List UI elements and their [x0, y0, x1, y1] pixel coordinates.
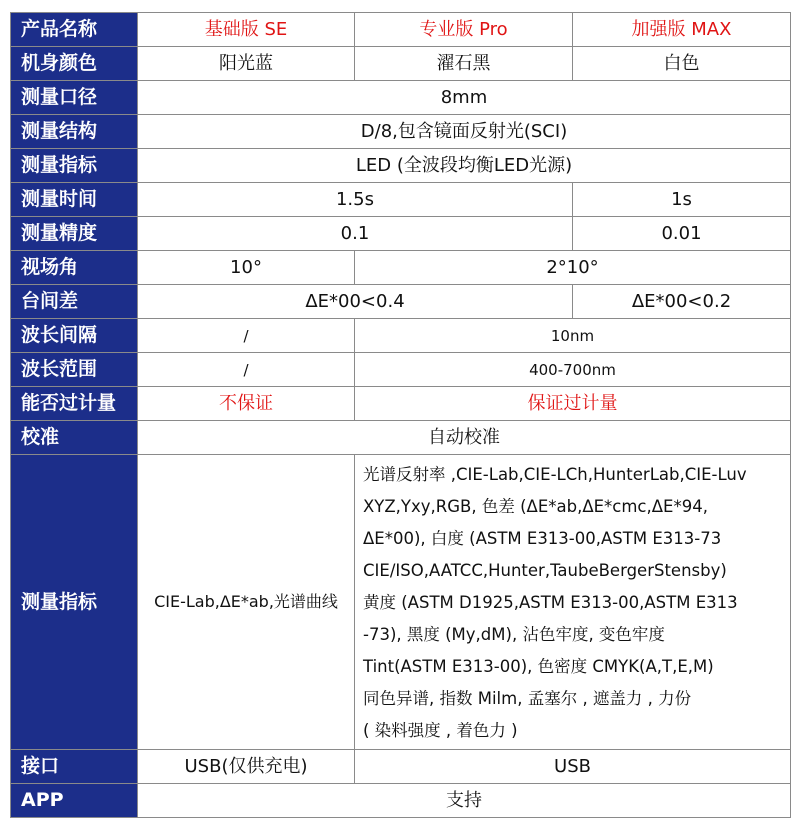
color-pro: 濯石黑 — [355, 47, 573, 81]
time-max: 1s — [573, 183, 791, 217]
table-row — [11, 455, 791, 750]
inter-instrument-max: ΔE*00<0.2 — [573, 285, 791, 319]
row-label-aperture: 测量口径 — [11, 81, 138, 115]
row-label-calibration: 校准 — [11, 421, 138, 455]
row-label-product-name: 产品名称 — [11, 13, 138, 47]
table-row — [11, 784, 791, 818]
table-row — [11, 115, 791, 149]
inter-instrument-se-pro: ΔE*00<0.4 — [138, 285, 573, 319]
table-row — [11, 149, 791, 183]
color-se: 阳光蓝 — [138, 47, 355, 81]
indices-line: -73), 黑度 (My,dM), 沾色牢度, 变色牢度 — [363, 625, 665, 644]
interface-pro-max: USB — [355, 750, 791, 784]
indices-line: ( 染料强度 , 着色力 ) — [363, 721, 518, 740]
row-label-wavelength-interval: 波长间隔 — [11, 319, 138, 353]
precision-max: 0.01 — [573, 217, 791, 251]
row-label-indices: 测量指标 — [11, 455, 138, 750]
metrology-pro-max: 保证过计量 — [355, 387, 791, 421]
row-label-time: 测量时间 — [11, 183, 138, 217]
row-label-light-source: 测量指标 — [11, 149, 138, 183]
row-label-inter-instrument: 台间差 — [11, 285, 138, 319]
wavelength-range-se: / — [138, 353, 355, 387]
header-se: 基础版 SE — [138, 13, 355, 47]
row-label-precision: 测量精度 — [11, 217, 138, 251]
indices-line: XYZ,Yxy,RGB, 色差 (ΔE*ab,ΔE*cmc,ΔE*94, — [363, 497, 708, 516]
row-label-app: APP — [11, 784, 138, 818]
time-se-pro: 1.5s — [138, 183, 573, 217]
indices-pro-max — [355, 455, 791, 750]
table-row — [11, 183, 791, 217]
color-max: 白色 — [573, 47, 791, 81]
table-row — [11, 387, 791, 421]
fov-pro-max: 2°10° — [355, 251, 791, 285]
indices-se: CIE-Lab,ΔE*ab,光谱曲线 — [138, 455, 355, 750]
header-max: 加强版 MAX — [573, 13, 791, 47]
app-value: 支持 — [138, 784, 791, 818]
table-header-row — [11, 13, 791, 47]
indices-line: ΔE*00), 白度 (ASTM E313-00,ASTM E313-73 — [363, 529, 722, 548]
indices-line: CIE/ISO,AATCC,Hunter,TaubeBergerStensby) — [363, 561, 727, 580]
header-pro: 专业版 Pro — [355, 13, 573, 47]
table-row — [11, 217, 791, 251]
table-row — [11, 421, 791, 455]
row-label-metrology: 能否过计量 — [11, 387, 138, 421]
indices-line: Tint(ASTM E313-00), 色密度 CMYK(A,T,E,M) — [363, 657, 714, 676]
row-label-body-color: 机身颜色 — [11, 47, 138, 81]
wavelength-interval-pro-max: 10nm — [355, 319, 791, 353]
light-source-value: LED (全波段均衡LED光源) — [138, 149, 791, 183]
wavelength-interval-se: / — [138, 319, 355, 353]
interface-se: USB(仅供充电) — [138, 750, 355, 784]
aperture-value: 8mm — [138, 81, 791, 115]
indices-line: 同色异谱, 指数 Milm, 孟塞尔 , 遮盖力 , 力份 — [363, 689, 692, 708]
table-row — [11, 285, 791, 319]
table-row — [11, 353, 791, 387]
row-label-interface: 接口 — [11, 750, 138, 784]
indices-line: 黄度 (ASTM D1925,ASTM E313-00,ASTM E313 — [363, 593, 738, 612]
table-row — [11, 750, 791, 784]
row-label-structure: 测量结构 — [11, 115, 138, 149]
wavelength-range-pro-max: 400-700nm — [355, 353, 791, 387]
table-row — [11, 319, 791, 353]
precision-se-pro: 0.1 — [138, 217, 573, 251]
metrology-se: 不保证 — [138, 387, 355, 421]
indices-line: 光谱反射率 ,CIE-Lab,CIE-LCh,HunterLab,CIE-Luv — [363, 465, 747, 484]
table-row — [11, 81, 791, 115]
table-row — [11, 47, 791, 81]
table-row — [11, 251, 791, 285]
calibration-value: 自动校准 — [138, 421, 791, 455]
spec-comparison-table — [10, 12, 791, 818]
row-label-fov: 视场角 — [11, 251, 138, 285]
structure-value: D/8,包含镜面反射光(SCI) — [138, 115, 791, 149]
fov-se: 10° — [138, 251, 355, 285]
row-label-wavelength-range: 波长范围 — [11, 353, 138, 387]
